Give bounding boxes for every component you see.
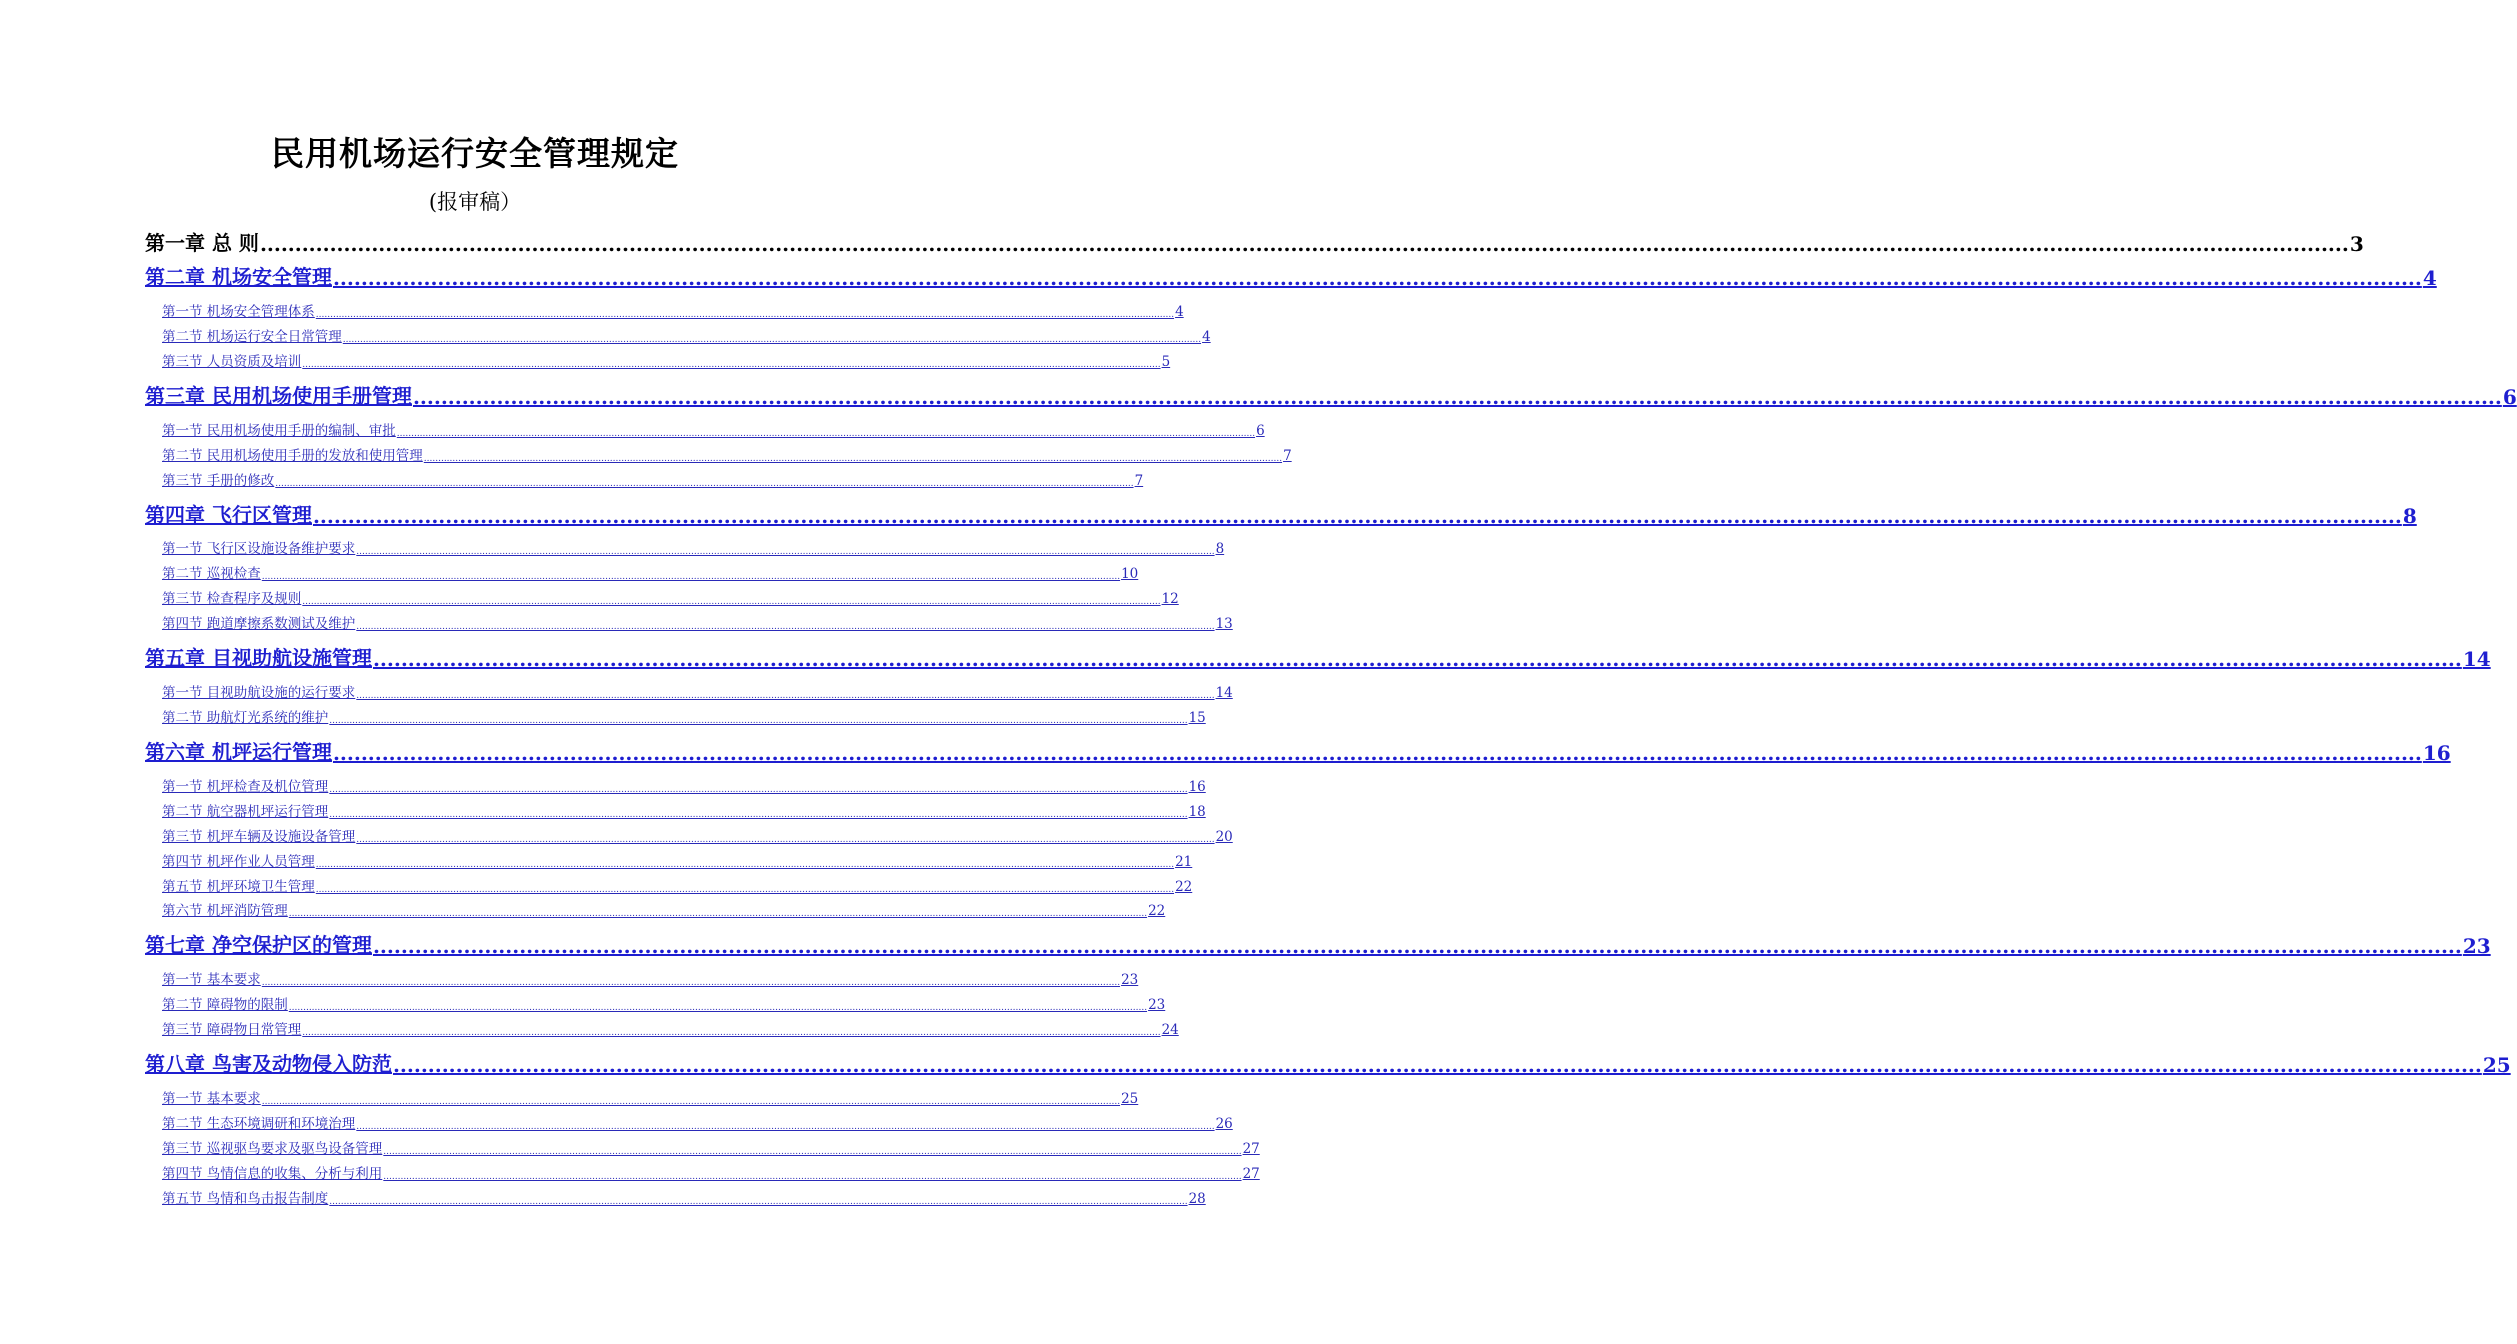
toc-chapter-2[interactable] xyxy=(145,262,2437,290)
toc-leader-dots: ............................................................................................................................................................................................................................................................................................................ xyxy=(356,1122,1215,1132)
document-subtitle: (报审稿） xyxy=(428,190,522,214)
toc-leader-dots: ............................................................................................................................................................................................................................................................................................................ xyxy=(383,1172,1242,1182)
toc-section[interactable] xyxy=(162,994,1166,1013)
toc-entry-label: 第四节 鸟情信息的收集、分析与利用 xyxy=(162,1166,383,1182)
toc-entry-label: 第二节 生态环境调研和环境治理 xyxy=(162,1116,356,1132)
toc-section[interactable] xyxy=(162,1188,1206,1207)
toc-entry-page: 6 xyxy=(2502,385,2517,409)
toc-leader-dots: ............................................................................................................................................................................................................................................................................................................ xyxy=(396,429,1256,439)
toc-section[interactable] xyxy=(162,326,1211,345)
toc-leader-dots: ............................................................................................................................................................................................................................................................................................................ xyxy=(412,385,2502,409)
toc-section[interactable] xyxy=(162,1019,1179,1038)
toc-leader-dots: ............................................................................................................................................................................................................................................................................................................ xyxy=(315,885,1175,895)
toc-leader-dots: ............................................................................................................................................................................................................................................................................................................ xyxy=(342,335,1202,345)
document-title: 民用机场运行安全管理规定 xyxy=(271,134,679,173)
toc-chapter-4[interactable] xyxy=(145,500,2417,528)
toc-section[interactable] xyxy=(162,707,1206,726)
toc-entry-page: 23 xyxy=(1121,972,1139,988)
toc-entry-label: 第六章 机坪运行管理 xyxy=(145,740,332,764)
toc-leader-dots: ............................................................................................................................................................................................................................................................................................................ xyxy=(329,810,1188,820)
toc-leader-dots: ............................................................................................................................................................................................................................................................................................................ xyxy=(423,454,1283,464)
toc-entry-label: 第二节 机场运行安全日常管理 xyxy=(162,329,342,345)
toc-entry-page: 23 xyxy=(2462,934,2491,958)
toc-entry-label: 第一节 基本要求 xyxy=(162,972,261,988)
toc-leader-dots: ............................................................................................................................................................................................................................................................................................................ xyxy=(332,741,2422,765)
toc-entry-label: 第三节 检查程序及规则 xyxy=(162,591,302,607)
toc-entry-page: 20 xyxy=(1215,829,1233,845)
toc-leader-dots: ............................................................................................................................................................................................................................................................................................................ xyxy=(312,504,2402,528)
toc-entry-label: 第一章 总 则 xyxy=(145,231,259,255)
toc-entry-page: 21 xyxy=(1175,854,1193,870)
toc-entry-page: 14 xyxy=(1215,685,1233,701)
toc-entry-label: 第一节 目视助航设施的运行要求 xyxy=(162,685,356,701)
toc-section[interactable] xyxy=(162,301,1184,320)
toc-chapter-7[interactable] xyxy=(145,930,2491,958)
toc-entry-page: 4 xyxy=(1202,329,1211,345)
toc-leader-dots: ............................................................................................................................................................................................................................................................................................................ xyxy=(261,1097,1121,1107)
toc-leader-dots: ............................................................................................................................................................................................................................................................................................................ xyxy=(275,479,1134,489)
toc-entry-page: 25 xyxy=(1121,1091,1139,1107)
toc-leader-dots: ............................................................................................................................................................................................................................................................................................................ xyxy=(383,1147,1242,1157)
toc-entry-label: 第四节 机坪作业人员管理 xyxy=(162,854,315,870)
toc-entry-label: 第五节 鸟情和鸟击报告制度 xyxy=(162,1191,329,1207)
toc-section[interactable] xyxy=(162,900,1166,919)
toc-section[interactable] xyxy=(162,538,1225,557)
toc-leader-dots: ............................................................................................................................................................................................................................................................................................................ xyxy=(259,232,2349,256)
toc-entry-label: 第二节 障碍物的限制 xyxy=(162,997,288,1013)
toc-entry-label: 第五章 目视助航设施管理 xyxy=(145,646,372,670)
toc-leader-dots: ............................................................................................................................................................................................................................................................................................................ xyxy=(315,310,1175,320)
toc-section[interactable] xyxy=(162,1163,1260,1182)
toc-entry-page: 18 xyxy=(1188,804,1206,820)
toc-entry-page: 23 xyxy=(1148,997,1166,1013)
toc-entry-label: 第三节 手册的修改 xyxy=(162,473,275,489)
toc-entry-page: 7 xyxy=(1134,473,1144,489)
toc-section[interactable] xyxy=(162,682,1233,701)
toc-entry-page: 12 xyxy=(1161,591,1179,607)
toc-section[interactable] xyxy=(162,1088,1139,1107)
toc-leader-dots: ............................................................................................................................................................................................................................................................................................................ xyxy=(356,622,1215,632)
toc-entry-page: 27 xyxy=(1242,1166,1260,1182)
toc-entry-label: 第三章 民用机场使用手册管理 xyxy=(145,384,412,408)
toc-section[interactable] xyxy=(162,1113,1233,1132)
toc-section[interactable] xyxy=(162,588,1179,607)
toc-entry-page: 24 xyxy=(1161,1022,1179,1038)
toc-entry-page: 25 xyxy=(2482,1053,2511,1077)
toc-entry-label: 第八章 鸟害及动物侵入防范 xyxy=(145,1052,392,1076)
toc-entry-page: 8 xyxy=(2402,504,2417,528)
toc-entry-page: 4 xyxy=(2422,266,2437,290)
toc-entry-label: 第二节 民用机场使用手册的发放和使用管理 xyxy=(162,448,423,464)
toc-entry-label: 第二章 机场安全管理 xyxy=(145,265,332,289)
toc-section[interactable] xyxy=(162,801,1206,820)
toc-leader-dots: ............................................................................................................................................................................................................................................................................................................ xyxy=(288,909,1148,919)
toc-entry-label: 第六节 机坪消防管理 xyxy=(162,903,288,919)
toc-entry-label: 第四节 跑道摩擦系数测试及维护 xyxy=(162,616,356,632)
toc-entry-page: 5 xyxy=(1161,354,1171,370)
toc-entry-page: 22 xyxy=(1148,903,1166,919)
toc-leader-dots: ............................................................................................................................................................................................................................................................................................................ xyxy=(329,716,1188,726)
toc-entry-page: 14 xyxy=(2462,647,2491,671)
toc-entry-page: 8 xyxy=(1215,541,1225,557)
toc-section[interactable] xyxy=(162,851,1193,870)
toc-entry-label: 第一节 机坪检查及机位管理 xyxy=(162,779,329,795)
toc-chapter-5[interactable] xyxy=(145,643,2491,671)
toc-leader-dots: ............................................................................................................................................................................................................................................................................................................ xyxy=(372,934,2462,958)
toc-leader-dots: ............................................................................................................................................................................................................................................................................................................ xyxy=(372,647,2462,671)
toc-entry-label: 第七章 净空保护区的管理 xyxy=(145,933,372,957)
toc-section[interactable] xyxy=(162,1138,1260,1157)
toc-entry-label: 第一节 民用机场使用手册的编制、审批 xyxy=(162,423,396,439)
toc-section[interactable] xyxy=(162,351,1171,370)
toc-leader-dots: ............................................................................................................................................................................................................................................................................................................ xyxy=(329,785,1188,795)
toc-entry-page: 22 xyxy=(1175,879,1193,895)
toc-chapter-6[interactable] xyxy=(145,737,2451,765)
toc-entry-page: 3 xyxy=(2349,232,2364,256)
toc-entry-label: 第五节 机坪环境卫生管理 xyxy=(162,879,315,895)
toc-leader-dots: ............................................................................................................................................................................................................................................................................................................ xyxy=(261,572,1121,582)
toc-entry-page: 28 xyxy=(1188,1191,1206,1207)
toc-entry-label: 第一节 机场安全管理体系 xyxy=(162,304,315,320)
toc-entry-page: 16 xyxy=(1188,779,1206,795)
toc-entry-page: 10 xyxy=(1121,566,1139,582)
toc-chapter-8[interactable] xyxy=(145,1049,2511,1077)
toc-entry-page: 6 xyxy=(1256,423,1265,439)
toc-section[interactable] xyxy=(162,613,1233,632)
toc-section[interactable] xyxy=(162,563,1139,582)
toc-entry-label: 第二节 巡视检查 xyxy=(162,566,261,582)
toc-section[interactable] xyxy=(162,470,1144,489)
toc-entry-page: 16 xyxy=(2422,741,2451,765)
toc-leader-dots: ............................................................................................................................................................................................................................................................................................................ xyxy=(329,1197,1188,1207)
toc-entry-page: 7 xyxy=(1283,448,1292,464)
toc-entry-page: 15 xyxy=(1188,710,1206,726)
toc-entry-label: 第二节 助航灯光系统的维护 xyxy=(162,710,329,726)
toc-section[interactable] xyxy=(162,826,1233,845)
toc-leader-dots: ............................................................................................................................................................................................................................................................................................................ xyxy=(288,1003,1148,1013)
toc-entry-label: 第一节 飞行区设施设备维护要求 xyxy=(162,541,356,557)
toc-section[interactable] xyxy=(162,445,1292,464)
toc-entry-label: 第一节 基本要求 xyxy=(162,1091,261,1107)
toc-leader-dots: ............................................................................................................................................................................................................................................................................................................ xyxy=(356,691,1215,701)
toc-leader-dots: ............................................................................................................................................................................................................................................................................................................ xyxy=(302,1028,1161,1038)
toc-leader-dots: ............................................................................................................................................................................................................................................................................................................ xyxy=(261,978,1121,988)
toc-entry-label: 第三节 障碍物日常管理 xyxy=(162,1022,302,1038)
toc-section[interactable] xyxy=(162,876,1193,895)
toc-entry-label: 第三节 巡视驱鸟要求及驱鸟设备管理 xyxy=(162,1141,383,1157)
toc-entry-page: 26 xyxy=(1215,1116,1233,1132)
toc-leader-dots: ............................................................................................................................................................................................................................................................................................................ xyxy=(332,266,2422,290)
toc-entry-label: 第三节 人员资质及培训 xyxy=(162,354,302,370)
toc-section[interactable] xyxy=(162,776,1206,795)
toc-entry-page: 13 xyxy=(1215,616,1233,632)
toc-entry-page: 27 xyxy=(1242,1141,1260,1157)
toc-entry-label: 第二节 航空器机坪运行管理 xyxy=(162,804,329,820)
toc-entry-label: 第四章 飞行区管理 xyxy=(145,503,312,527)
toc-entry-page: 4 xyxy=(1175,304,1184,320)
toc-leader-dots: ............................................................................................................................................................................................................................................................................................................ xyxy=(356,547,1215,557)
toc-leader-dots: ............................................................................................................................................................................................................................................................................................................ xyxy=(356,835,1215,845)
toc-leader-dots: ............................................................................................................................................................................................................................................................................................................ xyxy=(302,597,1161,607)
toc-leader-dots: ............................................................................................................................................................................................................................................................................................................ xyxy=(302,360,1161,370)
toc-entry-label: 第三节 机坪车辆及设施设备管理 xyxy=(162,829,356,845)
toc-leader-dots: ............................................................................................................................................................................................................................................................................................................ xyxy=(315,860,1175,870)
toc-leader-dots: ............................................................................................................................................................................................................................................................................................................ xyxy=(392,1053,2482,1077)
toc-section[interactable] xyxy=(162,969,1139,988)
toc-section[interactable] xyxy=(162,420,1265,439)
toc-chapter-3[interactable] xyxy=(145,381,2517,409)
toc-chapter-1[interactable] xyxy=(145,228,2364,256)
